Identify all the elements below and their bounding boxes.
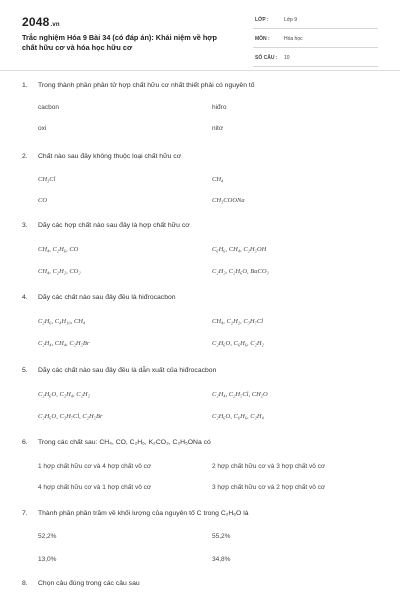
question-2	[22, 153, 382, 204]
option-d[interactable]: nitơ	[212, 125, 224, 132]
meta-row-class	[253, 14, 378, 29]
option-d[interactable]: CH₃COONa	[212, 197, 245, 204]
option-a[interactable]: C₂H₆, C₄H₁₀, CH₄	[38, 318, 86, 325]
question-text: Chọn câu đúng trong các câu sau	[38, 580, 140, 587]
option-b[interactable]: C₆H₆, CH₄, C₂H₅OH	[212, 246, 267, 253]
meta-info	[253, 14, 378, 71]
header-divider	[0, 70, 400, 71]
logo-domain: .vn	[50, 22, 60, 28]
question-text: Trong các chất sau: CH₄, CO, C₂H₆, K₂CO₃, C₂H₅ONa có	[38, 439, 211, 446]
question-1	[22, 82, 382, 132]
question-text: Dãy các chất nào sau đây đều là dẫn xuất của hiđrocacbon	[38, 367, 217, 374]
meta-value: Hóa học	[284, 36, 303, 42]
option-c[interactable]: oxi	[38, 125, 47, 132]
option-b[interactable]: CH₄, C₂H₂, C₃H₇Cl	[212, 318, 264, 325]
option-a[interactable]: cacbon	[38, 104, 59, 111]
question-number: 5.	[22, 367, 28, 374]
option-a[interactable]: C₂H₆O, C₂H₄, C₂H₂	[38, 391, 90, 398]
question-number: 7.	[22, 510, 28, 517]
question-8	[22, 580, 382, 590]
option-c[interactable]: 4 hợp chất hữu cơ và 1 hợp chất vô cơ	[38, 484, 152, 491]
page-title: Trắc nghiệm Hóa 9 Bài 34 (có đáp án): Khái niệm về hợp chất hữu cơ và hóa học hữu cơ	[22, 33, 217, 52]
option-c[interactable]: C₂H₄, CH₄, C₂H₅Br	[38, 340, 90, 347]
question-4	[22, 294, 382, 347]
option-d[interactable]: C₂H₂, C₂H₆O, BaCO₃	[212, 268, 269, 275]
option-b[interactable]: 55,2%	[212, 533, 231, 540]
meta-label: MÔN :	[255, 36, 270, 42]
option-b[interactable]: 2 hợp chất hữu cơ và 3 hợp chất vô cơ	[212, 463, 326, 470]
option-b[interactable]: C₂H₄, C₂H₅Cl, CH₂O	[212, 391, 268, 398]
option-a[interactable]: 52,2%	[38, 533, 57, 540]
question-text: Dãy các hợp chất nào sau đây là hợp chất hữu cơ	[38, 222, 190, 229]
question-number: 1.	[22, 82, 28, 89]
option-d[interactable]: 34,8%	[212, 556, 231, 563]
question-text: Dãy các chất nào sau đây đều là hiđrocacbon	[38, 294, 176, 301]
question-text: Chất nào sau đây không thuộc loại chất hữu cơ	[38, 153, 182, 160]
option-a[interactable]: 1 hợp chất hữu cơ và 4 hợp chất vô cơ	[38, 463, 152, 470]
option-c[interactable]: CO	[38, 197, 48, 204]
question-number: 3.	[22, 222, 28, 229]
question-text: Thành phần phần trăm về khối lượng của nguyên tố C trong C₂H₆O là	[38, 510, 249, 517]
option-c[interactable]: C₂H₆O, C₃H₇Cl, C₂H₅Br	[38, 413, 103, 420]
question-3	[22, 222, 382, 275]
meta-label: LỚP :	[255, 17, 269, 23]
option-b[interactable]: hiđro	[212, 104, 227, 111]
option-b[interactable]: CH₄	[212, 176, 224, 183]
question-number: 4.	[22, 294, 28, 301]
question-text: Trong thành phần phân tử hợp chất hữu cơ nhất thiết phải có nguyên tố	[38, 82, 255, 89]
option-c[interactable]: CH₄, C₂H₂, CO₂	[38, 268, 81, 275]
meta-label: SỐ CÂU :	[255, 55, 278, 61]
question-number: 6.	[22, 439, 28, 446]
question-5	[22, 367, 382, 420]
question-7	[22, 510, 382, 563]
meta-value: Lớp 9	[284, 17, 298, 23]
meta-row-count	[253, 52, 378, 67]
option-c[interactable]: 13,0%	[38, 556, 57, 563]
option-a[interactable]: CH₄, C₂H₆, CO	[38, 246, 79, 253]
option-d[interactable]: C₂H₆O, C₆H₆, C₂H₄	[212, 413, 264, 420]
option-d[interactable]: 3 hợp chất hữu cơ và 2 hợp chất vô cơ	[212, 484, 326, 491]
question-number: 2.	[22, 153, 28, 160]
meta-row-subject	[253, 33, 378, 48]
option-d[interactable]: C₂H₆O, C₆H₆, C₂H₂	[212, 340, 264, 347]
meta-value: 10	[284, 55, 290, 61]
site-logo[interactable]	[22, 15, 60, 29]
question-6	[22, 439, 382, 491]
header	[0, 0, 400, 70]
option-a[interactable]: CH₃Cl	[38, 176, 56, 183]
logo-main: 2048	[22, 15, 50, 29]
question-number: 8.	[22, 580, 28, 587]
